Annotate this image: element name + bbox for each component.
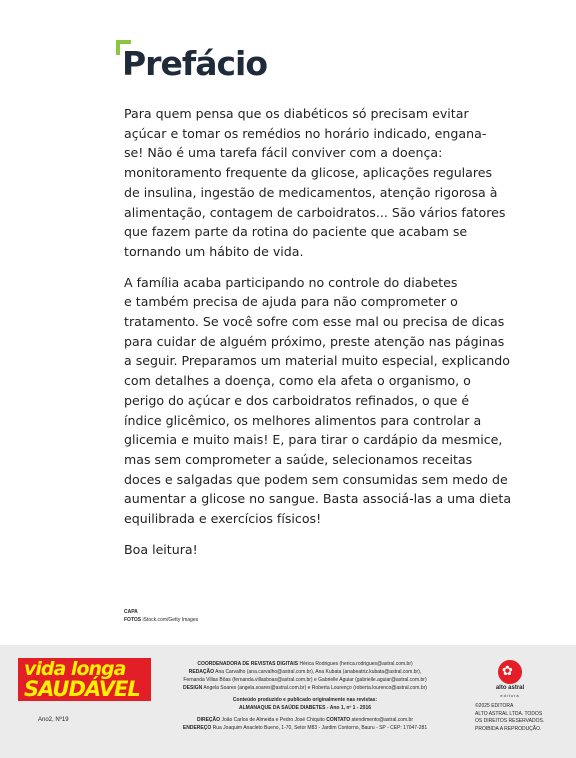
- redacao-label: REDAÇÃO: [188, 669, 215, 675]
- direcao-value: João Carlos de Almeida e Pedro José Chiquito: [221, 717, 325, 723]
- conteudo-line-1: Conteúdo produzido e publicado originalmente nas revistas:: [232, 697, 378, 703]
- paragraph-2: A família acaba participando no controle do diabetes e também precisa de ajuda para não comprometer o tratamento. Se você sofre com esse mal ou precisa de dicas para cuidar de alguém próximo, preste atenção nas páginas a seguir. Preparamos um material muito especial, explicando com detalhes a doença, como ela afeta o organismo, o perigo do açúcar e dos carboidratos refinados, o que é índice glicêmico, os melhores alimentos para controlar a glicemia e muito mais! E, para tirar o cardápio da mesmice, mas sem comprometer a saúde, selecionamos receitas doces e salgadas que podem sem consumidas sem medo de aumentar a glicose no sangue. Basta associá-las a uma dieta equilibrada e exercícios físicos!: [124, 274, 512, 527]
- contato-label: CONTATO: [326, 717, 351, 723]
- publisher-sub: editora: [500, 693, 520, 698]
- redacao-value-2: Fernanda Villas Bôas (fernanda.villasboas@astral.com.br) e Gabrielle Aguiar (gabrielle.aguiar@astral.com.br): [183, 677, 427, 683]
- alto-astral-logo-icon: ✿: [498, 660, 522, 684]
- conteudo-line-2: ALMANAQUE DA SAÚDE DIABETES - Ano 1, nº 1 - 2016: [238, 705, 372, 711]
- edition-number: Ano2, Nº19: [38, 717, 69, 723]
- logo-line-2: SAUDÁVEL: [24, 677, 140, 701]
- paragraph-1: Para quem pensa que os diabéticos só precisam evitar açúcar e tomar os remédios no horário indicado, engana- se! Não é uma tarefa fácil conviver com a doença: monitoramento frequente da glicose, aplicações regulares de insulina, ingestão de medicamentos, atenção rigorosa à alimentação, contagem de carboidratos... São vários fatores que fazem parte da rotina do paciente que acabam se tornando um hábito de vida.: [124, 106, 506, 259]
- rights-line: ALTO ASTRAL LTDA. TODOS: [475, 710, 543, 717]
- rights-line: OS DIREITOS RESERVADOS.: [475, 718, 545, 724]
- copyright-notice: [475, 703, 563, 733]
- logo-line-1: vida longa: [24, 658, 126, 680]
- fotos-label: FOTOS: [124, 617, 142, 623]
- vida-longa-saudavel-logo: [18, 658, 151, 701]
- fotos-value: iStock.com/Getty Images: [142, 617, 199, 623]
- photo-credits: [124, 608, 198, 624]
- design-label: DESIGN: [183, 685, 203, 691]
- coord-value: Hérica Rodrigues (herica.rodrigues@astral.com.br): [299, 661, 413, 667]
- coord-label: COORDENADORA DE REVISTAS DIGITAIS: [197, 661, 299, 667]
- paragraph-3: Boa leitura!: [124, 541, 198, 557]
- publisher-name: alto astral: [495, 685, 525, 691]
- rights-line: PROIBIDA A REPRODUÇÃO.: [475, 725, 542, 732]
- design-value: Angela Soares (angela.soares@astral.com.br) e Roberta Lourenço (roberta.lourenco@astral.com.br): [203, 685, 427, 691]
- footer-band: [0, 645, 576, 758]
- rights-line: ©2025 EDITORA: [475, 703, 514, 709]
- endereco-value: Rua Joaquim Anacleto Bueno, 1-70, Setor M83 - Jardim Contorno, Bauru - SP - CEP: 17047-281: [212, 725, 428, 731]
- staff-credits: [155, 660, 455, 732]
- endereco-label: ENDEREÇO: [182, 725, 212, 731]
- preface-body: [124, 104, 524, 570]
- redacao-value: Ana Carvalho (ana.carvalho@astral.com.br), Ana Kubata (anabeatriz.kubata@astral.com.br),: [215, 669, 422, 675]
- direcao-label: DIREÇÃO: [196, 717, 221, 723]
- capa-label: CAPA: [124, 609, 138, 615]
- contato-value: atendimento@astral.com.br: [351, 717, 414, 723]
- publisher-logo-text: [484, 685, 536, 699]
- page-title: Prefácio: [122, 44, 268, 83]
